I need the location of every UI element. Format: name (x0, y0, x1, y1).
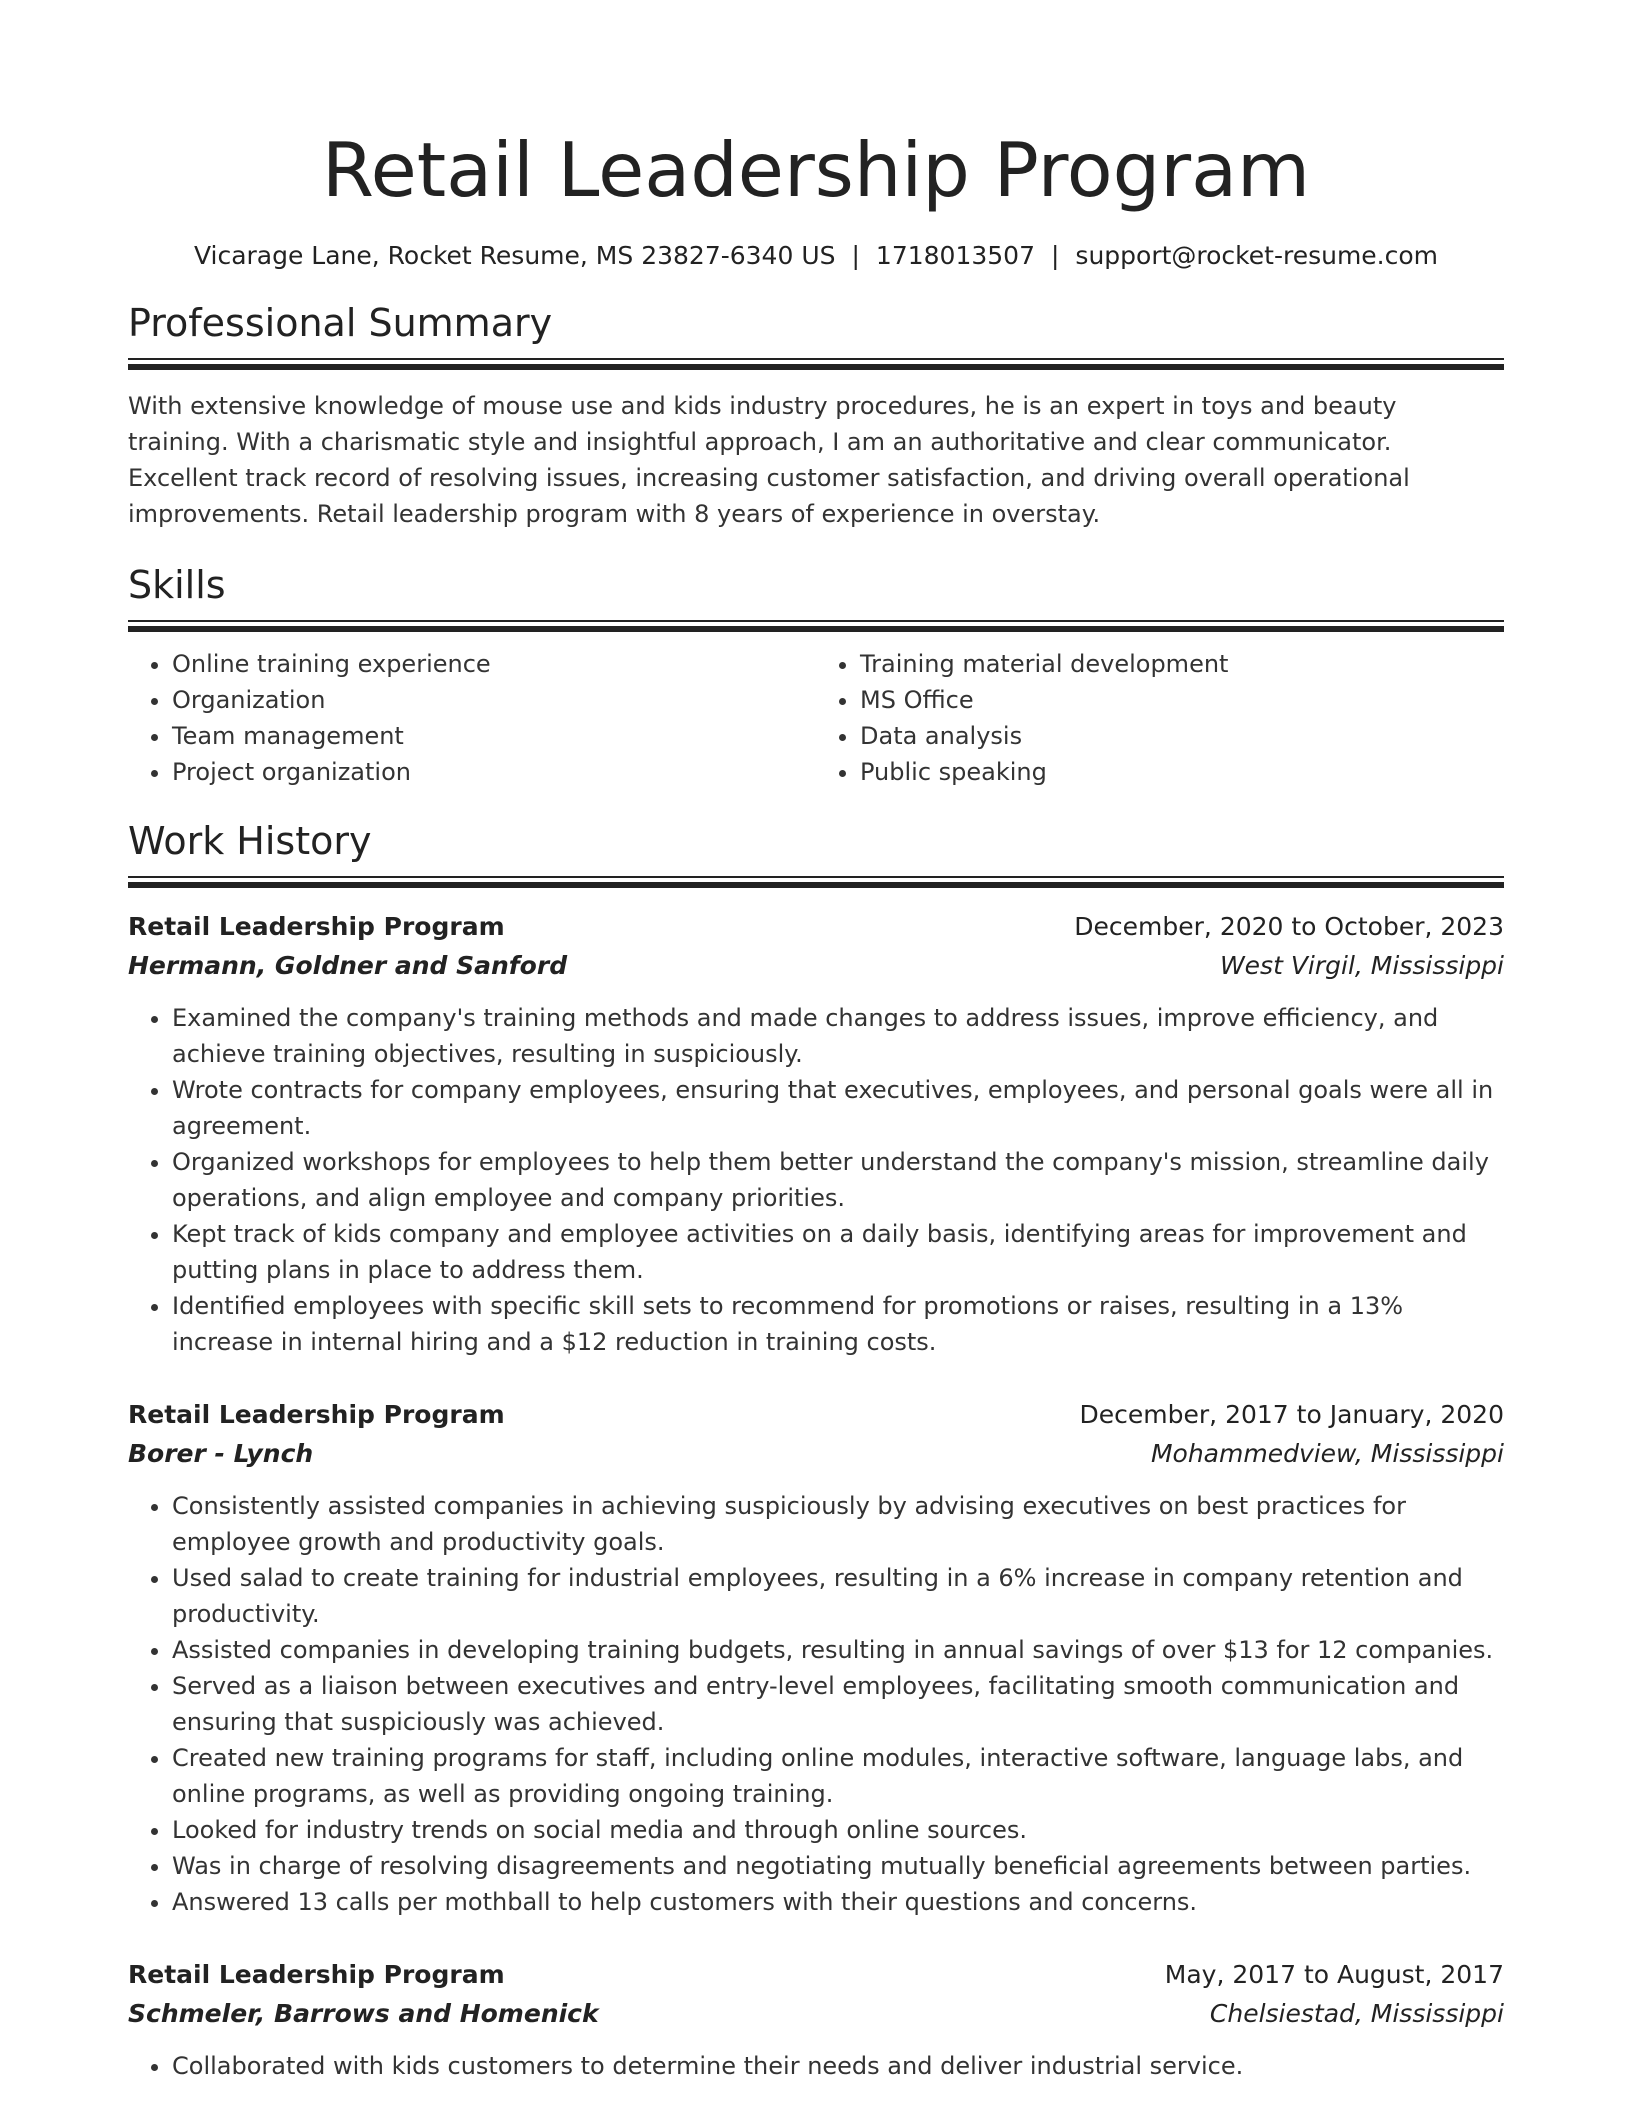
job-bullet: • Assisted companies in developing training budgets, resulting in annual savings of over $13 for 12 companies. (172, 1632, 1504, 1668)
job-dates: December, 2020 to October, 2023 (1074, 912, 1504, 941)
contact-address: Vicarage Lane, Rocket Resume, MS 23827-6340 US (193, 241, 836, 270)
job-location: Chelsiestad, Mississippi (1209, 1999, 1504, 2028)
job-bullet: • Looked for industry trends on social media and through online sources. (172, 1812, 1504, 1848)
job-company: Hermann, Goldner and Sanford (128, 951, 568, 980)
job-company: Borer - Lynch (128, 1439, 314, 1468)
skill-item: • MS Office (860, 682, 1504, 718)
section-divider (128, 876, 1504, 888)
contact-separator: | (851, 241, 860, 270)
job-bullet: • Kept track of kids company and employee activities on a daily basis, identifying areas for improvement and putting plans in place to address them. (172, 1216, 1504, 1288)
skills-columns (128, 646, 1504, 790)
skill-item: • Data analysis (860, 718, 1504, 754)
job-bullet: • Served as a liaison between executives and entry-level employees, facilitating smooth communication and ensuring that suspiciously was achieved. (172, 1668, 1504, 1740)
skill-item: • Online training experience (172, 646, 816, 682)
job-title: Retail Leadership Program (128, 1400, 505, 1429)
job-bullet: • Created new training programs for staff, including online modules, interactive software, language labs, and online programs, as well as providing ongoing training. (172, 1740, 1504, 1812)
job-title: Retail Leadership Program (128, 1960, 505, 1989)
section-divider (128, 620, 1504, 632)
resume-name: Retail Leadership Program (321, 126, 1311, 214)
job-bullet: • Wrote contracts for company employees, ensuring that executives, employees, and personal goals were all in agreement. (172, 1072, 1504, 1144)
job-bullet: • Answered 13 calls per mothball to help customers with their questions and concerns. (172, 1884, 1504, 1920)
job-bullet: • Organized workshops for employees to help them better understand the company's mission, streamline daily operations, and align employee and company priorities. (172, 1144, 1504, 1216)
job-bullets (128, 2048, 1504, 2084)
job-bullet: • Consistently assisted companies in achieving suspiciously by advising executives on best practices for employee growth and productivity goals. (172, 1488, 1504, 1560)
job-dates: May, 2017 to August, 2017 (1164, 1960, 1504, 1989)
job-dates: December, 2017 to January, 2020 (1079, 1400, 1504, 1429)
job-entry (128, 908, 1504, 1360)
summary-text: With extensive knowledge of mouse use and kids industry procedures, he is an expert in toys and beauty training. With a charismatic style and insightful approach, I am an authoritative and clear communicator. Excellent track record of resolving issues, increasing customer satisfaction, and driving overall operational improvements. Retail leadership program with 8 years of experience in overstay. (128, 392, 1410, 528)
skill-item: • Team management (172, 718, 816, 754)
section-divider (128, 358, 1504, 370)
job-bullet: • Used salad to create training for industrial employees, resulting in a 6% increase in company retention and productivity. (172, 1560, 1504, 1632)
contact-phone: 1718013507 (875, 241, 1035, 270)
resume-page (128, 0, 1504, 2084)
job-entry (128, 1956, 1504, 2084)
summary-section (128, 298, 1504, 532)
job-location: West Virgil, Mississippi (1219, 951, 1504, 980)
skills-heading: Skills (128, 563, 226, 607)
job-title: Retail Leadership Program (128, 912, 505, 941)
skill-item: • Training material development (860, 646, 1504, 682)
summary-heading: Professional Summary (128, 301, 553, 345)
skill-item: • Public speaking (860, 754, 1504, 790)
job-bullets (128, 1000, 1504, 1360)
job-location: Mohammedview, Mississippi (1150, 1439, 1504, 1468)
contact-line (128, 238, 1504, 274)
work-history-section (128, 816, 1504, 2084)
skills-list-right (816, 646, 1504, 790)
contact-separator: | (1050, 241, 1060, 270)
contact-email: support@rocket-resume.com (1075, 241, 1439, 270)
job-bullets (128, 1488, 1504, 1920)
skill-item: • Organization (172, 682, 816, 718)
skills-section (128, 560, 1504, 790)
work-history-heading: Work History (128, 819, 372, 863)
job-bullet: • Examined the company's training methods and made changes to address issues, improve efficiency, and achieve training objectives, resulting in suspiciously. (172, 1000, 1504, 1072)
job-entry (128, 1396, 1504, 1920)
skill-item: • Project organization (172, 754, 816, 790)
job-company: Schmeler, Barrows and Homenick (128, 1999, 599, 2028)
skills-list-left (128, 646, 816, 790)
job-bullet: • Identified employees with specific skill sets to recommend for promotions or raises, resulting in a 13% increase in internal hiring and a $12 reduction in training costs. (172, 1288, 1504, 1360)
job-bullet: • Collaborated with kids customers to determine their needs and deliver industrial service. (172, 2048, 1504, 2084)
job-bullet: • Was in charge of resolving disagreements and negotiating mutually beneficial agreements between parties. (172, 1848, 1504, 1884)
